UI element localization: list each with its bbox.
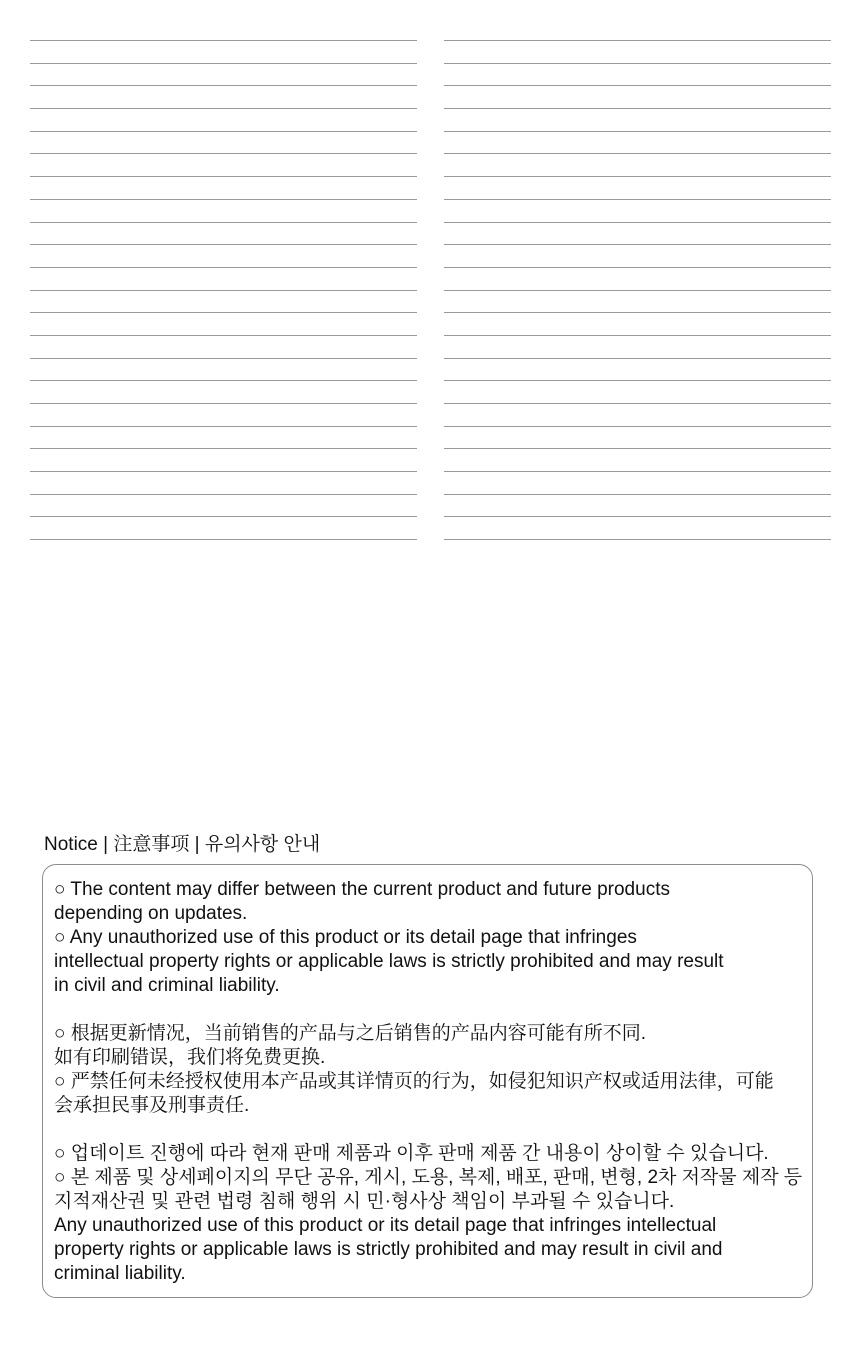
- writing-line: [444, 539, 831, 540]
- writing-line: [30, 40, 417, 41]
- writing-line: [444, 63, 831, 64]
- writing-line: [30, 85, 417, 86]
- writing-line: [444, 494, 831, 495]
- notice-line: ○ 严禁任何未经授权使用本产品或其详情页的行为，如侵犯知识产权或适用法律，可能: [54, 1071, 774, 1092]
- writing-line: [30, 176, 417, 177]
- writing-line: [30, 312, 417, 313]
- writing-line: [30, 244, 417, 245]
- writing-line: [30, 403, 417, 404]
- writing-line: [444, 516, 831, 517]
- writing-line: [30, 494, 417, 495]
- section-spacer: [54, 998, 802, 1022]
- notice-english-section: [54, 878, 802, 998]
- notice-line: ○ 根据更新情况，当前销售的产品与之后销售的产品内容可能有所不同.: [54, 1023, 647, 1044]
- notice-title: Notice | 注意事项 | 유의사항 안내: [44, 834, 321, 855]
- notice-line: property rights or applicable laws is strictly prohibited and may result in civil and: [54, 1239, 723, 1260]
- ruled-lines-right-column: [444, 40, 831, 540]
- writing-line: [30, 267, 417, 268]
- notice-line: 如有印刷错误，我们将免费更换.: [54, 1047, 326, 1068]
- writing-line: [30, 153, 417, 154]
- notice-line: intellectual property rights or applicable laws is strictly prohibited and may result: [54, 951, 724, 972]
- writing-line: [444, 85, 831, 86]
- writing-line: [444, 335, 831, 336]
- notice-chinese-section: [54, 1022, 802, 1118]
- notice-line: ○ 업데이트 진행에 따라 현재 판매 제품과 이후 판매 제품 간 내용이 상이할 수 있습니다.: [54, 1143, 769, 1164]
- writing-line: [30, 448, 417, 449]
- writing-line: [30, 290, 417, 291]
- writing-line: [444, 222, 831, 223]
- writing-line: [30, 380, 417, 381]
- writing-line: [30, 426, 417, 427]
- writing-line: [30, 108, 417, 109]
- writing-line: [444, 312, 831, 313]
- writing-line: [444, 267, 831, 268]
- writing-line: [30, 516, 417, 517]
- notice-line: criminal liability.: [54, 1263, 186, 1284]
- writing-line: [444, 131, 831, 132]
- writing-line: [30, 358, 417, 359]
- writing-line: [444, 40, 831, 41]
- writing-line: [30, 539, 417, 540]
- writing-line: [444, 380, 831, 381]
- writing-line: [30, 222, 417, 223]
- writing-line: [444, 471, 831, 472]
- notice-line: ○ The content may differ between the current product and future products: [54, 879, 670, 900]
- writing-line: [30, 199, 417, 200]
- notice-line: 지적재산권 및 관련 법령 침해 행위 시 민·형사상 책임이 부과될 수 있습니다.: [54, 1191, 675, 1212]
- notice-line: Any unauthorized use of this product or its detail page that infringes intellectual: [54, 1215, 717, 1236]
- notice-line: ○ Any unauthorized use of this product or its detail page that infringes: [54, 927, 637, 948]
- notice-line: ○ 본 제품 및 상세페이지의 무단 공유, 게시, 도용, 복제, 배포, 판매, 변형, 2차 저작물 제작 등: [54, 1167, 803, 1188]
- writing-line: [444, 244, 831, 245]
- notice-line: in civil and criminal liability.: [54, 975, 280, 996]
- writing-line: [30, 335, 417, 336]
- writing-line: [444, 426, 831, 427]
- writing-line: [30, 471, 417, 472]
- notice-line: 会承担民事及刑事责任.: [54, 1095, 250, 1116]
- writing-line: [444, 153, 831, 154]
- notice-korean-section: [54, 1142, 802, 1286]
- writing-line: [444, 403, 831, 404]
- notice-line: depending on updates.: [54, 903, 248, 924]
- writing-line: [444, 448, 831, 449]
- writing-line: [444, 358, 831, 359]
- writing-line: [444, 290, 831, 291]
- section-spacer: [54, 1118, 802, 1142]
- writing-line: [444, 108, 831, 109]
- ruled-lines-left-column: [30, 40, 417, 540]
- writing-line: [444, 176, 831, 177]
- writing-line: [30, 131, 417, 132]
- notice-box: [42, 864, 813, 1298]
- writing-line: [30, 63, 417, 64]
- writing-line: [444, 199, 831, 200]
